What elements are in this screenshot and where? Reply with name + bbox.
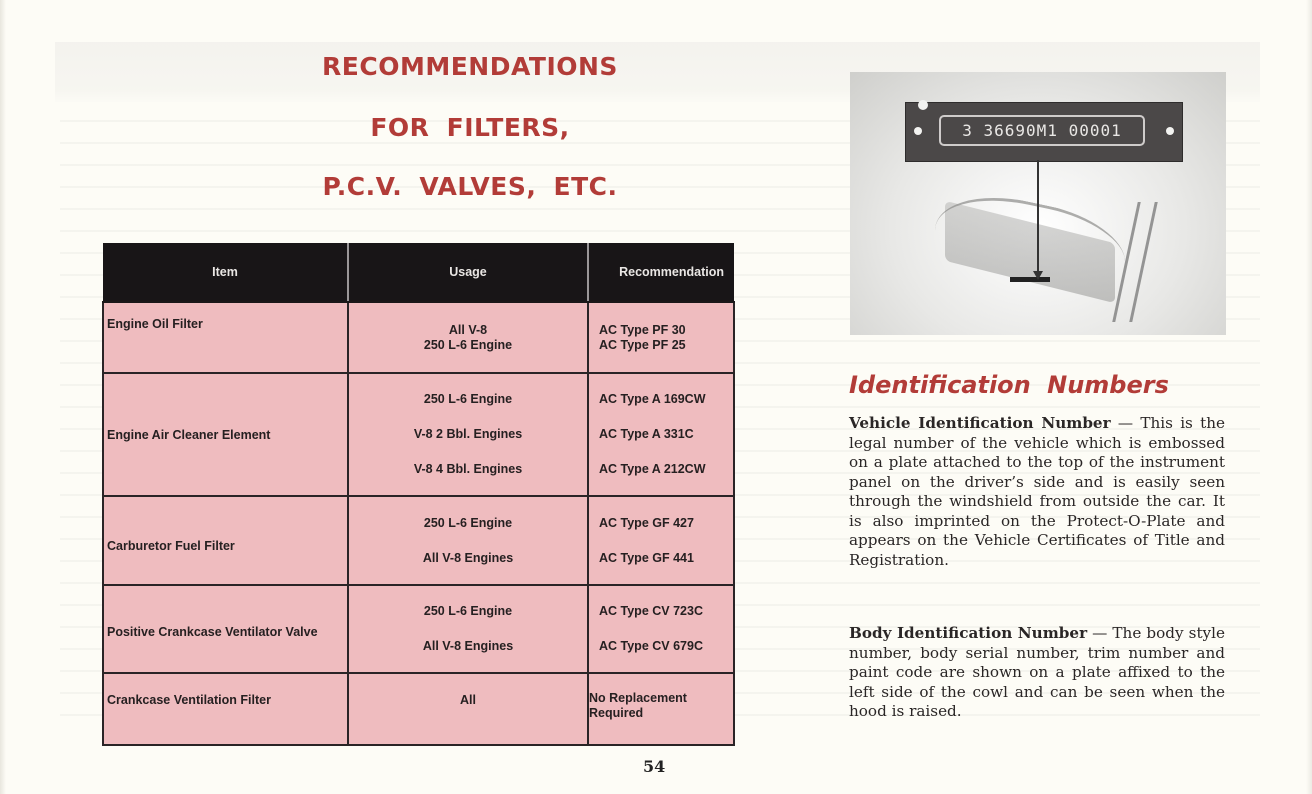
table-row <box>103 585 734 673</box>
table-row <box>103 673 734 745</box>
paragraph-body: — This is the legal number of the vehicle which is embossed on a plate attached to the top of the instrument panel on the driver’s side and is easily seen through the windshield from outside the car. It is also imprinted on the Protect-O-Plate and appears on the Vehicle Certificates of Title and Registration. <box>849 414 1225 569</box>
title-line-1: RECOMMENDATIONS <box>322 52 618 81</box>
cell-recommendation: AC Type CV 723C AC Type CV 679C <box>588 585 734 673</box>
vin-plate-location <box>1010 277 1050 282</box>
table-row <box>103 373 734 496</box>
vin-number: 3 36690M1 00001 <box>939 115 1145 146</box>
header-recommendation: Recommendation <box>588 243 734 302</box>
cell-item: Carburetor Fuel Filter <box>103 496 348 585</box>
rivet-hole-icon <box>914 127 922 135</box>
cell-item: Crankcase Ventilation Filter <box>103 673 348 745</box>
paragraph-body: — The body style number, body serial number, trim number and paint code are shown on a plate affixed to the left side of the cowl and can be seen when the hood is raised. <box>849 624 1225 720</box>
header-usage: Usage <box>348 243 588 302</box>
table-row <box>103 302 734 373</box>
cell-usage: All <box>348 673 588 745</box>
vin-paragraph <box>849 414 1225 570</box>
rivet-hole-icon <box>1166 127 1174 135</box>
page-edge-shadow <box>1306 0 1312 794</box>
table-row <box>103 496 734 585</box>
dashboard-outline <box>935 182 1125 320</box>
cell-item: Engine Oil Filter <box>103 302 348 373</box>
cell-item: Positive Crankcase Ventilator Valve <box>103 585 348 673</box>
title-line-2: FOR FILTERS, <box>370 113 570 142</box>
section-heading: Identification Numbers <box>849 371 1169 399</box>
filter-recommendation-table <box>102 243 735 746</box>
pointer-arrow-icon <box>1037 160 1039 278</box>
vin-plate <box>905 102 1183 162</box>
cell-recommendation: No Replacement Required <box>588 673 734 745</box>
header-item: Item <box>103 243 348 302</box>
page-number: 54 <box>643 757 666 776</box>
paragraph-lead: Body Identification Number <box>849 624 1088 642</box>
cell-recommendation: AC Type GF 427 AC Type GF 441 <box>588 496 734 585</box>
cell-item: Engine Air Cleaner Element <box>103 373 348 496</box>
plate-notch <box>918 100 928 110</box>
paragraph-lead: Vehicle Identification Number <box>849 414 1111 432</box>
page-gutter-shadow <box>0 0 6 794</box>
body-id-paragraph <box>849 624 1225 722</box>
cell-usage: 250 L-6 Engine V-8 2 Bbl. Engines V-8 4 Bbl. Engines <box>348 373 588 496</box>
cell-usage: All V-8 250 L-6 Engine <box>348 302 588 373</box>
cell-recommendation: AC Type PF 30 AC Type PF 25 <box>588 302 734 373</box>
cell-usage: 250 L-6 Engine All V-8 Engines <box>348 585 588 673</box>
cell-recommendation: AC Type A 169CW AC Type A 331C AC Type A 212CW <box>588 373 734 496</box>
title-line-3: P.C.V. VALVES, ETC. <box>322 172 618 201</box>
vin-plate-illustration <box>850 72 1226 335</box>
cell-usage: 250 L-6 Engine All V-8 Engines <box>348 496 588 585</box>
table-header-row <box>103 243 734 302</box>
